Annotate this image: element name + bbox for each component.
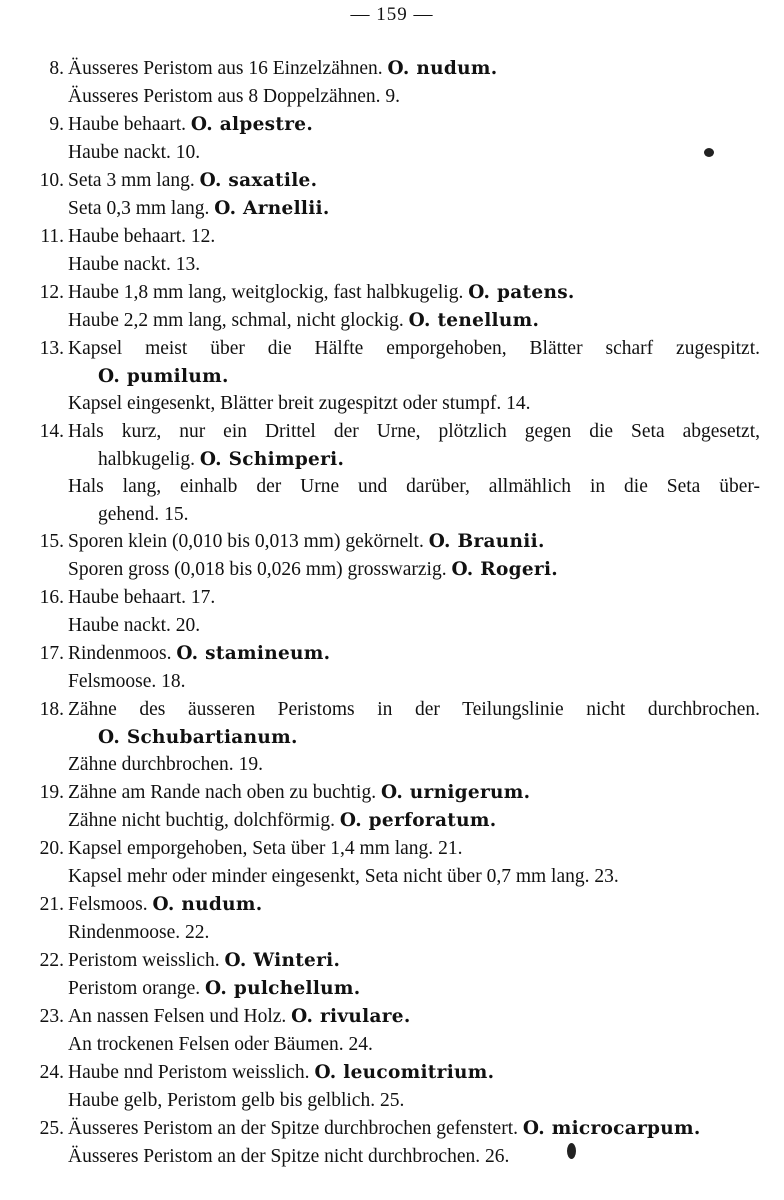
description-text: Seta 3 mm lang. xyxy=(68,170,195,191)
species-name: O. pulchellum. xyxy=(205,978,361,999)
entry-number: 9. xyxy=(49,114,64,135)
key-line-b xyxy=(24,83,760,111)
key-line-a xyxy=(24,528,760,556)
entry-number: 21. xyxy=(39,894,64,915)
description-text: gehend. xyxy=(98,504,160,525)
entry-number: 14. xyxy=(39,421,64,442)
description-text: Haube behaart. xyxy=(68,587,187,608)
key-line-b xyxy=(24,919,760,947)
entry-number: 20. xyxy=(39,838,64,859)
lead-reference: 15. xyxy=(164,504,189,525)
key-entry xyxy=(24,1003,760,1059)
description-text: halbkugelig. xyxy=(98,449,195,470)
entry-number: 19. xyxy=(39,782,64,803)
key-line-b xyxy=(24,612,760,640)
species-name: O. Schimperi. xyxy=(199,449,345,470)
species-name: O. rivulare. xyxy=(291,1006,411,1027)
lead-reference: 19. xyxy=(238,754,263,775)
description-text: Äusseres Peristom an der Spitze durchbrochen gefenstert. xyxy=(68,1118,518,1139)
description-text: Äusseres Peristom aus 16 Einzelzähnen. xyxy=(68,58,383,79)
key-line-a xyxy=(24,640,760,668)
lead-reference: 14. xyxy=(506,393,531,414)
entry-number: 16. xyxy=(39,587,64,608)
description-text: An nassen Felsen und Holz. xyxy=(68,1006,287,1027)
key-line-b xyxy=(24,1087,760,1115)
key-line-a-continued xyxy=(24,363,760,390)
species-name: O. leucomitrium. xyxy=(314,1062,495,1083)
key-entry xyxy=(24,55,760,111)
key-line-a-continued xyxy=(24,446,760,473)
description-text: Äusseres Peristom an der Spitze nicht durchbrochen. xyxy=(68,1146,481,1167)
description-text: Haube behaart. xyxy=(68,114,187,135)
species-name: O. Rogeri. xyxy=(451,559,559,580)
key-line-a xyxy=(24,779,760,807)
key-line-a xyxy=(24,947,760,975)
key-line-b xyxy=(24,863,760,891)
key-entry xyxy=(24,696,760,779)
key-line-a xyxy=(24,111,760,139)
entry-number: 8. xyxy=(49,58,64,79)
key-line-b xyxy=(24,139,760,167)
key-line-b xyxy=(24,807,760,835)
key-entry xyxy=(24,947,760,1003)
key-line-b xyxy=(24,390,760,418)
description-text: Kapsel mehr oder minder eingesenkt, Seta nicht über 0,7 mm lang. xyxy=(68,866,590,887)
page-number: — 159 — xyxy=(350,4,434,25)
key-entry xyxy=(24,1059,760,1115)
entry-number: 17. xyxy=(39,643,64,664)
lead-reference: 17. xyxy=(190,587,216,608)
lead-reference: 10. xyxy=(175,142,201,163)
lead-reference: 21. xyxy=(438,838,463,859)
description-text: Kapsel eingesenkt, Blätter breit zugespitzt oder stumpf. xyxy=(68,393,502,414)
species-name: O. urnigerum. xyxy=(380,782,531,803)
description-text: An trockenen Felsen oder Bäumen. xyxy=(68,1034,344,1055)
description-text: Hals kurz, nur ein Drittel der Urne, plötzlich gegen die Seta abgesetzt, xyxy=(68,421,760,442)
entry-number: 13. xyxy=(39,338,64,359)
key-line-b xyxy=(24,1031,760,1059)
description-text: Äusseres Peristom aus 8 Doppelzähnen. xyxy=(68,86,381,107)
species-name: O. stamineum. xyxy=(176,643,331,664)
key-line-a xyxy=(24,1115,760,1143)
description-text: Rindenmoose. xyxy=(68,922,181,943)
description-text: Haube 1,8 mm lang, weitglockig, fast halbkugelig. xyxy=(68,282,464,303)
description-text: Peristom weisslich. xyxy=(68,950,220,971)
description-text: Haube gelb, Peristom gelb bis gelblich. xyxy=(68,1090,376,1111)
identification-key xyxy=(24,55,760,1171)
key-line-b-continued xyxy=(24,501,760,528)
description-text: Kapsel emporgehoben, Seta über 1,4 mm lang. xyxy=(68,838,434,859)
description-text: Sporen gross (0,018 bis 0,026 mm) grosswarzig. xyxy=(68,559,447,580)
key-line-b xyxy=(24,668,760,696)
lead-reference: 22. xyxy=(185,922,210,943)
lead-reference: 18. xyxy=(161,671,186,692)
description-text: Zähne des äusseren Peristoms in der Teilungslinie nicht durchbrochen. xyxy=(68,699,760,720)
lead-reference: 20. xyxy=(175,615,201,636)
key-entry xyxy=(24,223,760,279)
key-line-a xyxy=(24,279,760,307)
species-name: O. Arnellii. xyxy=(214,198,330,219)
entry-number: 23. xyxy=(39,1006,64,1027)
key-line-b xyxy=(24,195,760,223)
key-line-b xyxy=(24,307,760,335)
entry-number: 24. xyxy=(39,1062,64,1083)
key-line-a xyxy=(24,1059,760,1087)
key-entry xyxy=(24,640,760,696)
key-entry xyxy=(24,584,760,640)
key-entry xyxy=(24,528,760,584)
description-text: Seta 0,3 mm lang. xyxy=(68,198,210,219)
lead-reference: 24. xyxy=(348,1034,373,1055)
key-entry xyxy=(24,167,760,223)
lead-reference: 26. xyxy=(484,1146,510,1167)
description-text: Rindenmoos. xyxy=(68,643,172,664)
species-name: O. pumilum. xyxy=(98,366,229,387)
description-text: Felsmoos. xyxy=(68,894,148,915)
species-name: O. microcarpum. xyxy=(522,1118,701,1139)
species-name: O. Braunii. xyxy=(428,531,545,552)
lead-reference: 23. xyxy=(594,866,619,887)
description-text: Sporen klein (0,010 bis 0,013 mm) gekörnelt. xyxy=(68,531,424,552)
entry-number: 11. xyxy=(40,226,64,247)
key-entry xyxy=(24,779,760,835)
key-line-a xyxy=(24,55,760,83)
key-line-b xyxy=(24,751,760,779)
key-line-a-continued xyxy=(24,724,760,751)
species-name: O. alpestre. xyxy=(190,114,314,135)
entry-number: 22. xyxy=(39,950,64,971)
description-text: Peristom orange. xyxy=(68,978,201,999)
species-name: O. Winteri. xyxy=(224,950,341,971)
description-text: Zähne nicht buchtig, dolchförmig. xyxy=(68,810,335,831)
key-line-b xyxy=(24,1143,760,1171)
key-line-a xyxy=(24,167,760,195)
entry-number: 10. xyxy=(39,170,64,191)
entry-number: 18. xyxy=(39,699,64,720)
key-line-a xyxy=(24,584,760,612)
description-text: Felsmoose. xyxy=(68,671,157,692)
entry-number: 12. xyxy=(39,282,64,303)
lead-reference: 13. xyxy=(175,254,201,275)
species-name: O. nudum. xyxy=(387,58,498,79)
description-text: Haube behaart. xyxy=(68,226,187,247)
key-line-a xyxy=(24,1003,760,1031)
key-entry xyxy=(24,335,760,418)
key-entry xyxy=(24,1115,760,1171)
description-text: Zähne durchbrochen. xyxy=(68,754,234,775)
key-line-b xyxy=(24,556,760,584)
species-name: O. tenellum. xyxy=(408,310,540,331)
description-text: Haube nnd Peristom weisslich. xyxy=(68,1062,310,1083)
species-name: O. patens. xyxy=(468,282,575,303)
ink-speck xyxy=(704,148,714,157)
key-entry xyxy=(24,279,760,335)
entry-number: 25. xyxy=(39,1118,64,1139)
description-text: Zähne am Rande nach oben zu buchtig. xyxy=(68,782,377,803)
key-line-a xyxy=(24,335,760,363)
description-text: Kapsel meist über die Hälfte emporgehoben, Blätter scharf zugespitzt. xyxy=(68,338,760,359)
key-entry xyxy=(24,891,760,947)
key-line-a xyxy=(24,891,760,919)
key-line-a xyxy=(24,418,760,446)
description-text: Haube nackt. xyxy=(68,254,171,275)
species-name: O. Schubartianum. xyxy=(98,727,298,748)
key-line-a xyxy=(24,223,760,251)
description-text: Haube nackt. xyxy=(68,142,171,163)
key-line-b xyxy=(24,975,760,1003)
lead-reference: 25. xyxy=(379,1090,405,1111)
key-line-b xyxy=(24,473,760,501)
lead-reference: 9. xyxy=(385,86,400,107)
key-entry xyxy=(24,835,760,891)
key-entry xyxy=(24,418,760,528)
species-name: O. saxatile. xyxy=(199,170,318,191)
key-line-a xyxy=(24,696,760,724)
ink-speck xyxy=(567,1143,576,1159)
entry-number: 15. xyxy=(39,531,64,552)
key-line-a xyxy=(24,835,760,863)
description-text: Haube 2,2 mm lang, schmal, nicht glockig. xyxy=(68,310,404,331)
species-name: O. perforatum. xyxy=(339,810,497,831)
description-text: Hals lang, einhalb der Urne und darüber, allmählich in die Seta über- xyxy=(68,476,760,497)
lead-reference: 12. xyxy=(190,226,216,247)
key-entry xyxy=(24,111,760,167)
key-line-b xyxy=(24,251,760,279)
species-name: O. nudum. xyxy=(152,894,263,915)
description-text: Haube nackt. xyxy=(68,615,171,636)
